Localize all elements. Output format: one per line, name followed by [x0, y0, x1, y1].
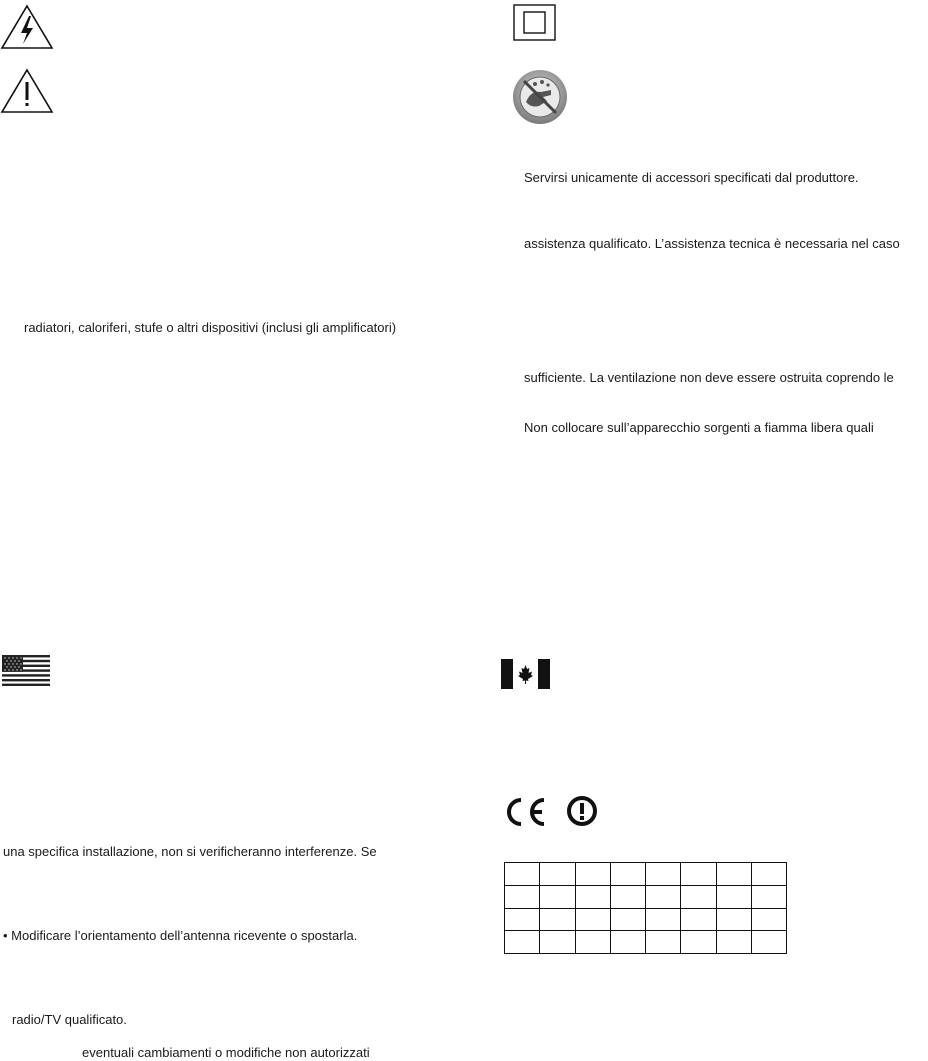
no-wet-hands-icon	[511, 68, 569, 126]
double-insulation-icon	[513, 4, 557, 42]
table-row	[505, 931, 787, 954]
table-row	[505, 885, 787, 908]
right-text-line: sufficiente. La ventilazione non deve essere ostruita coprendo le	[524, 370, 894, 385]
canada-flag-icon	[501, 659, 550, 689]
alert-circle-icon	[566, 795, 598, 827]
lightning-warning-icon	[0, 4, 54, 50]
table-row	[505, 908, 787, 931]
right-text-line: Servirsi unicamente di accessori specificati dal produttore.	[524, 170, 859, 185]
right-text-line: Non collocare sull’apparecchio sorgenti a fiamma libera quali	[524, 420, 874, 435]
exclamation-warning-icon	[0, 68, 54, 114]
us-flag-icon	[2, 655, 50, 686]
left-text-line: eventuali cambiamenti o modifiche non autorizzati	[82, 1045, 370, 1060]
left-text-line: radio/TV qualificato.	[12, 1012, 127, 1027]
table-row	[505, 863, 787, 886]
ce-mark-icon	[502, 796, 548, 828]
right-text-line: assistenza qualificato. L’assistenza tecnica è necessaria nel caso	[524, 236, 900, 251]
left-text-line: radiatori, caloriferi, stufe o altri dispositivi (inclusi gli amplificatori)	[24, 320, 397, 335]
left-text-line: • Modificare l’orientamento dell’antenna ricevente o spostarla.	[3, 928, 358, 943]
left-text-line: una specifica installazione, non si verificheranno interferenze. Se	[3, 844, 377, 859]
empty-grid-table	[504, 862, 787, 954]
